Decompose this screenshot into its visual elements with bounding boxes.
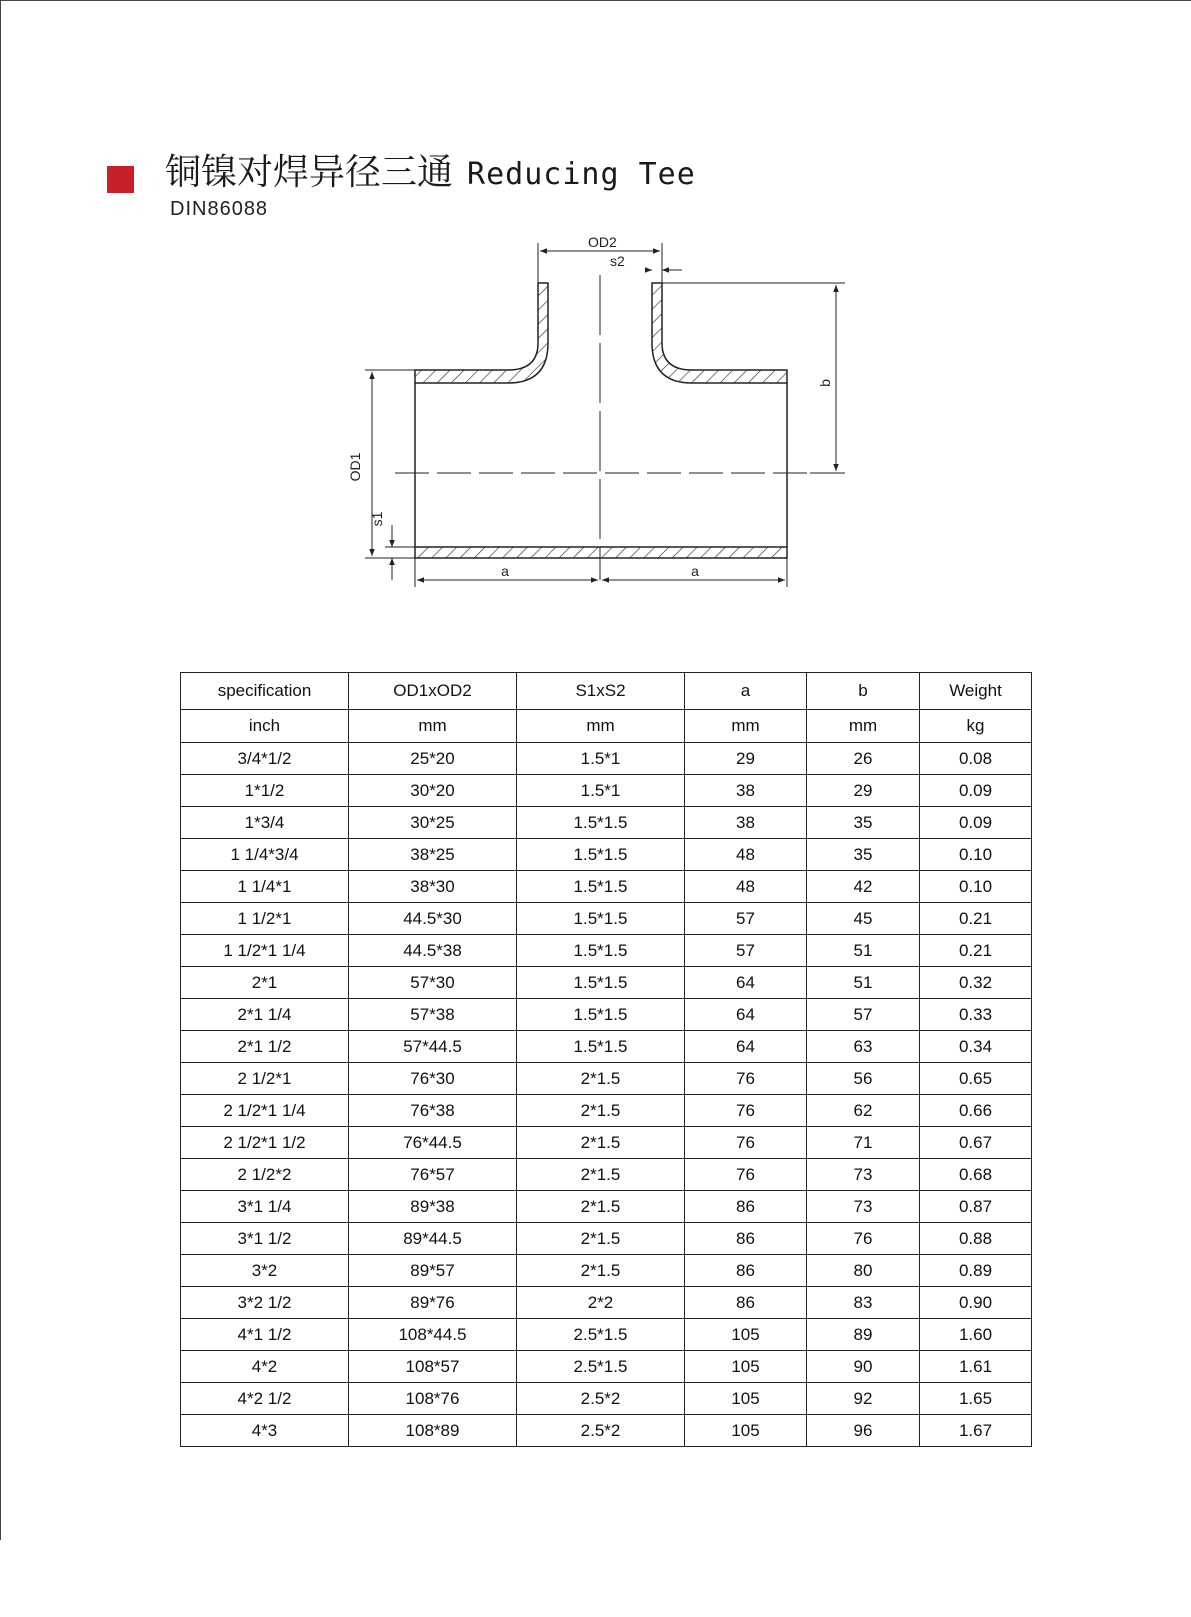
a-right-label: a — [691, 563, 699, 579]
cell-weight: 0.34 — [920, 1031, 1032, 1063]
unit-b: mm — [807, 710, 920, 743]
cell-specification: 2 1/2*1 1/4 — [181, 1095, 349, 1127]
header-specification: specification — [181, 673, 349, 710]
cell-s1xs2: 1.5*1.5 — [517, 935, 685, 967]
table-body — [181, 743, 1032, 1447]
cell-weight: 0.09 — [920, 807, 1032, 839]
cell-specification: 2 1/2*1 1/2 — [181, 1127, 349, 1159]
unit-od1xod2: mm — [349, 710, 517, 743]
cell-specification: 1 1/2*1 — [181, 903, 349, 935]
cell-od1xod2: 108*44.5 — [349, 1319, 517, 1351]
cell-s1xs2: 1.5*1.5 — [517, 999, 685, 1031]
s2-label: s2 — [610, 253, 625, 269]
cell-od1xod2: 30*20 — [349, 775, 517, 807]
table-row — [181, 903, 1032, 935]
cell-od1xod2: 44.5*38 — [349, 935, 517, 967]
header-a: a — [685, 673, 807, 710]
cell-specification: 2*1 1/2 — [181, 1031, 349, 1063]
cell-weight: 1.67 — [920, 1415, 1032, 1447]
cell-od1xod2: 89*44.5 — [349, 1223, 517, 1255]
cell-specification: 2*1 — [181, 967, 349, 999]
table-row — [181, 1095, 1032, 1127]
cell-s1xs2: 2*1.5 — [517, 1191, 685, 1223]
table-row — [181, 1127, 1032, 1159]
s1-label: s1 — [369, 511, 385, 527]
table-row — [181, 1223, 1032, 1255]
cell-specification: 4*2 1/2 — [181, 1383, 349, 1415]
cell-b: 80 — [807, 1255, 920, 1287]
cell-s1xs2: 2*1.5 — [517, 1159, 685, 1191]
cell-s1xs2: 2*1.5 — [517, 1255, 685, 1287]
cell-s1xs2: 2.5*2 — [517, 1383, 685, 1415]
cell-weight: 1.60 — [920, 1319, 1032, 1351]
cell-weight: 0.89 — [920, 1255, 1032, 1287]
cell-a: 105 — [685, 1383, 807, 1415]
cell-s1xs2: 1.5*1.5 — [517, 1031, 685, 1063]
cell-s1xs2: 1.5*1.5 — [517, 871, 685, 903]
cell-a: 86 — [685, 1255, 807, 1287]
table-row — [181, 1415, 1032, 1447]
table-row — [181, 1191, 1032, 1223]
cell-specification: 3*2 1/2 — [181, 1287, 349, 1319]
cell-s1xs2: 1.5*1 — [517, 743, 685, 775]
table-row — [181, 1031, 1032, 1063]
cell-od1xod2: 57*38 — [349, 999, 517, 1031]
table-row — [181, 1319, 1032, 1351]
cell-a: 105 — [685, 1319, 807, 1351]
cell-a: 64 — [685, 967, 807, 999]
cell-b: 89 — [807, 1319, 920, 1351]
cell-od1xod2: 76*57 — [349, 1159, 517, 1191]
cell-weight: 0.33 — [920, 999, 1032, 1031]
cell-b: 92 — [807, 1383, 920, 1415]
cell-od1xod2: 76*30 — [349, 1063, 517, 1095]
cell-s1xs2: 2*2 — [517, 1287, 685, 1319]
header-s1xs2: S1xS2 — [517, 673, 685, 710]
cell-weight: 1.65 — [920, 1383, 1032, 1415]
table-row — [181, 1287, 1032, 1319]
cell-a: 64 — [685, 1031, 807, 1063]
table-row — [181, 967, 1032, 999]
red-square-icon — [107, 166, 134, 193]
cell-s1xs2: 2.5*2 — [517, 1415, 685, 1447]
cell-weight: 0.09 — [920, 775, 1032, 807]
cell-b: 83 — [807, 1287, 920, 1319]
b-label: b — [817, 379, 833, 387]
cell-od1xod2: 89*76 — [349, 1287, 517, 1319]
cell-specification: 2 1/2*1 — [181, 1063, 349, 1095]
cell-od1xod2: 89*57 — [349, 1255, 517, 1287]
cell-od1xod2: 25*20 — [349, 743, 517, 775]
cell-od1xod2: 38*30 — [349, 871, 517, 903]
cell-b: 71 — [807, 1127, 920, 1159]
cell-od1xod2: 89*38 — [349, 1191, 517, 1223]
cell-specification: 1 1/4*1 — [181, 871, 349, 903]
cell-b: 96 — [807, 1415, 920, 1447]
cell-s1xs2: 1.5*1 — [517, 775, 685, 807]
cell-a: 105 — [685, 1351, 807, 1383]
cell-b: 42 — [807, 871, 920, 903]
cell-s1xs2: 1.5*1.5 — [517, 839, 685, 871]
cell-a: 57 — [685, 935, 807, 967]
cell-s1xs2: 2.5*1.5 — [517, 1319, 685, 1351]
cell-specification: 3*1 1/4 — [181, 1191, 349, 1223]
cell-weight: 0.67 — [920, 1127, 1032, 1159]
cell-specification: 1 1/4*3/4 — [181, 839, 349, 871]
cell-s1xs2: 1.5*1.5 — [517, 807, 685, 839]
cell-b: 73 — [807, 1159, 920, 1191]
od2-label: OD2 — [588, 235, 617, 250]
cell-b: 45 — [807, 903, 920, 935]
cell-s1xs2: 1.5*1.5 — [517, 967, 685, 999]
cell-specification: 3/4*1/2 — [181, 743, 349, 775]
page-border-top — [0, 0, 1191, 1]
cell-weight: 0.08 — [920, 743, 1032, 775]
cell-specification: 4*3 — [181, 1415, 349, 1447]
header-od1xod2: OD1xOD2 — [349, 673, 517, 710]
cell-weight: 0.88 — [920, 1223, 1032, 1255]
cell-weight: 0.87 — [920, 1191, 1032, 1223]
cell-b: 29 — [807, 775, 920, 807]
cell-weight: 0.90 — [920, 1287, 1032, 1319]
header-b: b — [807, 673, 920, 710]
page-border-left — [0, 0, 1, 1540]
cell-a: 38 — [685, 807, 807, 839]
cell-od1xod2: 76*38 — [349, 1095, 517, 1127]
table-row — [181, 935, 1032, 967]
cell-od1xod2: 44.5*30 — [349, 903, 517, 935]
cell-od1xod2: 57*30 — [349, 967, 517, 999]
cell-s1xs2: 2.5*1.5 — [517, 1351, 685, 1383]
cell-a: 57 — [685, 903, 807, 935]
cell-specification: 1*1/2 — [181, 775, 349, 807]
table-row — [181, 1351, 1032, 1383]
table-row — [181, 1159, 1032, 1191]
table-row — [181, 999, 1032, 1031]
cell-specification: 3*1 1/2 — [181, 1223, 349, 1255]
cell-weight: 0.66 — [920, 1095, 1032, 1127]
cell-od1xod2: 108*57 — [349, 1351, 517, 1383]
standard-code: DIN86088 — [170, 198, 269, 220]
cell-weight: 0.68 — [920, 1159, 1032, 1191]
cell-a: 48 — [685, 839, 807, 871]
cell-b: 26 — [807, 743, 920, 775]
cell-a: 76 — [685, 1095, 807, 1127]
cell-a: 29 — [685, 743, 807, 775]
cell-b: 35 — [807, 839, 920, 871]
cell-b: 73 — [807, 1191, 920, 1223]
table-unit-row — [181, 710, 1032, 743]
cell-weight: 1.61 — [920, 1351, 1032, 1383]
cell-a: 86 — [685, 1287, 807, 1319]
cell-weight: 0.21 — [920, 903, 1032, 935]
cell-b: 35 — [807, 807, 920, 839]
cell-od1xod2: 57*44.5 — [349, 1031, 517, 1063]
cell-specification: 3*2 — [181, 1255, 349, 1287]
cell-a: 76 — [685, 1127, 807, 1159]
cell-specification: 4*2 — [181, 1351, 349, 1383]
cell-specification: 1*3/4 — [181, 807, 349, 839]
cell-specification: 4*1 1/2 — [181, 1319, 349, 1351]
cell-s1xs2: 1.5*1.5 — [517, 903, 685, 935]
cell-a: 86 — [685, 1223, 807, 1255]
cell-b: 90 — [807, 1351, 920, 1383]
unit-weight: kg — [920, 710, 1032, 743]
cell-od1xod2: 38*25 — [349, 839, 517, 871]
unit-s1xs2: mm — [517, 710, 685, 743]
table-row — [181, 839, 1032, 871]
cell-b: 51 — [807, 967, 920, 999]
cell-weight: 0.32 — [920, 967, 1032, 999]
cell-specification: 2 1/2*2 — [181, 1159, 349, 1191]
cell-a: 86 — [685, 1191, 807, 1223]
header-weight: Weight — [920, 673, 1032, 710]
page-title — [165, 150, 696, 198]
cell-b: 63 — [807, 1031, 920, 1063]
cell-s1xs2: 2*1.5 — [517, 1223, 685, 1255]
cell-od1xod2: 108*89 — [349, 1415, 517, 1447]
table-row — [181, 743, 1032, 775]
cell-a: 76 — [685, 1063, 807, 1095]
cell-b: 56 — [807, 1063, 920, 1095]
cell-weight: 0.10 — [920, 871, 1032, 903]
cell-a: 38 — [685, 775, 807, 807]
cell-s1xs2: 2*1.5 — [517, 1095, 685, 1127]
tee-body — [415, 283, 787, 558]
cell-a: 64 — [685, 999, 807, 1031]
title-english: Reducing Tee — [467, 157, 696, 192]
cell-specification: 2*1 1/4 — [181, 999, 349, 1031]
cell-specification: 1 1/2*1 1/4 — [181, 935, 349, 967]
table-row — [181, 1255, 1032, 1287]
specification-table — [180, 672, 1032, 1447]
cell-weight: 0.21 — [920, 935, 1032, 967]
cell-b: 76 — [807, 1223, 920, 1255]
table-row — [181, 775, 1032, 807]
title-chinese: 铜镍对焊异径三通 — [165, 152, 454, 193]
cell-b: 57 — [807, 999, 920, 1031]
od1-label: OD1 — [347, 452, 363, 482]
cell-a: 48 — [685, 871, 807, 903]
cell-od1xod2: 108*76 — [349, 1383, 517, 1415]
cell-a: 105 — [685, 1415, 807, 1447]
table-row — [181, 871, 1032, 903]
a-left-label: a — [501, 563, 509, 579]
table-header-row — [181, 673, 1032, 710]
unit-a: mm — [685, 710, 807, 743]
reducing-tee-drawing — [330, 235, 870, 610]
cell-s1xs2: 2*1.5 — [517, 1127, 685, 1159]
cell-weight: 0.65 — [920, 1063, 1032, 1095]
table-row — [181, 1383, 1032, 1415]
cell-a: 76 — [685, 1159, 807, 1191]
cell-od1xod2: 76*44.5 — [349, 1127, 517, 1159]
cell-od1xod2: 30*25 — [349, 807, 517, 839]
cell-b: 51 — [807, 935, 920, 967]
cell-b: 62 — [807, 1095, 920, 1127]
unit-specification: inch — [181, 710, 349, 743]
cell-s1xs2: 2*1.5 — [517, 1063, 685, 1095]
cell-weight: 0.10 — [920, 839, 1032, 871]
table-row — [181, 807, 1032, 839]
table-row — [181, 1063, 1032, 1095]
